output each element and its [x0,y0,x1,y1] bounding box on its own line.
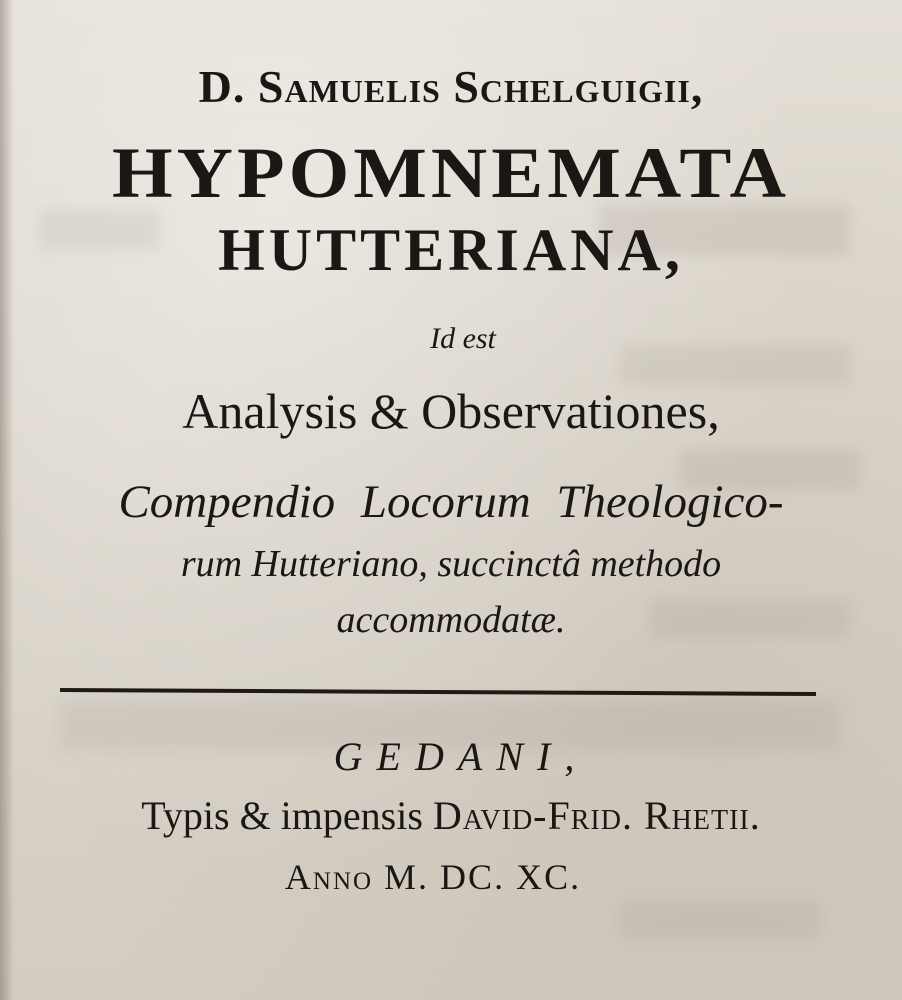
main-title-line2: HUTTERIANA, [218,217,684,283]
imprint-printer [0,792,902,839]
printer-name: David-Frid. Rhetii. [432,793,761,838]
author-line: D. Samuelis Schelguigii, [198,61,704,112]
connector-text: Id est [430,322,496,355]
description-line1: Compendio Locorum Theologico- [118,476,784,528]
imprint-year: Anno M. DC. XC. [284,857,582,897]
subtitle-line: Analysis & Observationes, [182,383,720,439]
description-line3: accommodatæ. [336,599,566,641]
printer-prefix: Typis & impensis [141,793,433,838]
imprint-place: GEDANI, [333,734,589,779]
show-through-blot [620,900,820,940]
horizontal-rule [60,688,816,696]
description-line2: rum Hutteriano, succinctâ methodo [180,543,722,585]
main-title-line1: HYPOMNEMATA [111,132,791,213]
